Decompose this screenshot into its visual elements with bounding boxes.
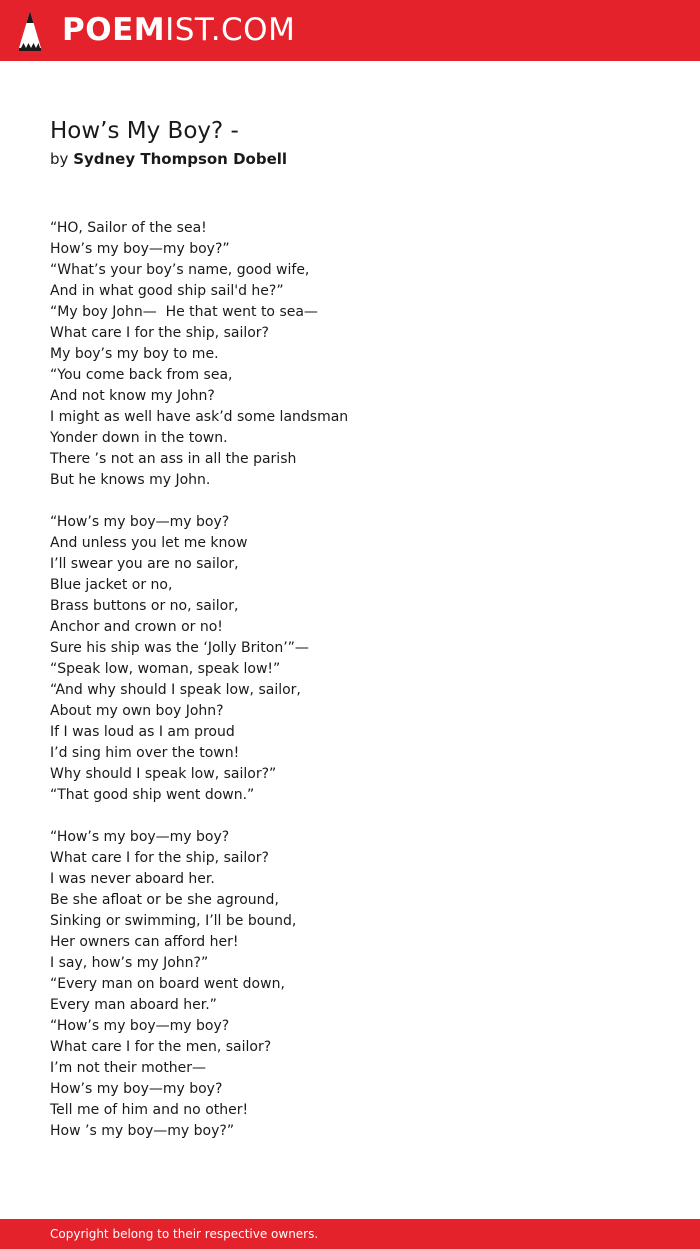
logo-bold-part: POEM: [62, 12, 166, 48]
poem-line: “That good ship went down.”: [50, 787, 255, 803]
site-footer: [0, 1219, 700, 1249]
poem-title: How’s My Boy? -: [50, 118, 239, 144]
byline: [50, 148, 287, 170]
poem-line: “How’s my boy—my boy?: [50, 1018, 230, 1034]
stanza: [50, 218, 650, 491]
poem-line: But he knows my John.: [50, 472, 211, 488]
stanza: [50, 827, 650, 1142]
poem-line: Blue jacket or no,: [50, 577, 173, 593]
poem-line: “HO, Sailor of the sea!: [50, 220, 207, 236]
site-logo[interactable]: [62, 12, 295, 48]
site-header: [0, 0, 700, 61]
poem-line: I might as well have ask’d some landsman: [50, 409, 349, 425]
poem-line: Brass buttons or no, sailor,: [50, 598, 239, 614]
poem-body: [50, 218, 650, 1163]
poem-line: There ’s not an ass in all the parish: [50, 451, 297, 467]
poem-line: And in what good ship sail'd he?”: [50, 283, 284, 299]
poem-line: And unless you let me know: [50, 535, 248, 551]
author-name: Sydney Thompson Dobell: [73, 150, 288, 168]
poem-line: What care I for the ship, sailor?: [50, 850, 269, 866]
poem-line: Every man aboard her.”: [50, 997, 217, 1013]
stanza: [50, 512, 650, 806]
poem-line: If I was loud as I am proud: [50, 724, 235, 740]
poem-line: “How’s my boy—my boy?: [50, 829, 230, 845]
poem-line: I say, how’s my John?”: [50, 955, 209, 971]
poem-line: “You come back from sea,: [50, 367, 233, 383]
poem-line: I’d sing him over the town!: [50, 745, 240, 761]
poem-line: “Speak low, woman, speak low!”: [50, 661, 281, 677]
poem-line: Why should I speak low, sailor?”: [50, 766, 277, 782]
poem-line: Sinking or swimming, I’ll be bound,: [50, 913, 297, 929]
by-label: by: [50, 150, 69, 168]
copyright-notice: Copyright belong to their respective owners.: [50, 1227, 319, 1241]
poem-line: Yonder down in the town.: [50, 430, 228, 446]
poem-line: Sure his ship was the ‘Jolly Briton’”—: [50, 640, 309, 656]
poem-line: How ’s my boy—my boy?”: [50, 1123, 235, 1139]
poem-line: I was never aboard her.: [50, 871, 215, 887]
poem-line: Be she afloat or be she aground,: [50, 892, 279, 908]
poem-line: My boy’s my boy to me.: [50, 346, 219, 362]
poem-line: “Every man on board went down,: [50, 976, 285, 992]
logo-light-part: IST.COM: [165, 12, 296, 48]
poem-line: Anchor and crown or no!: [50, 619, 223, 635]
poem-line: Tell me of him and no other!: [50, 1102, 249, 1118]
poem-line: “What’s your boy’s name, good wife,: [50, 262, 310, 278]
poem-line: “And why should I speak low, sailor,: [50, 682, 301, 698]
poem-line: I’ll swear you are no sailor,: [50, 556, 239, 572]
poem-line: “How’s my boy—my boy?: [50, 514, 230, 530]
poem-line: And not know my John?: [50, 388, 215, 404]
poem-line: “My boy John— He that went to sea—: [50, 304, 318, 320]
poem-line: What care I for the ship, sailor?: [50, 325, 269, 341]
poem-line: About my own boy John?: [50, 703, 224, 719]
poem-line: What care I for the men, sailor?: [50, 1039, 272, 1055]
poem-line: How’s my boy—my boy?: [50, 1081, 223, 1097]
pencil-tip-icon[interactable]: [18, 10, 42, 52]
poem-line: I’m not their mother—: [50, 1060, 207, 1076]
poem-line: How’s my boy—my boy?”: [50, 241, 230, 257]
poem-line: Her owners can afford her!: [50, 934, 239, 950]
